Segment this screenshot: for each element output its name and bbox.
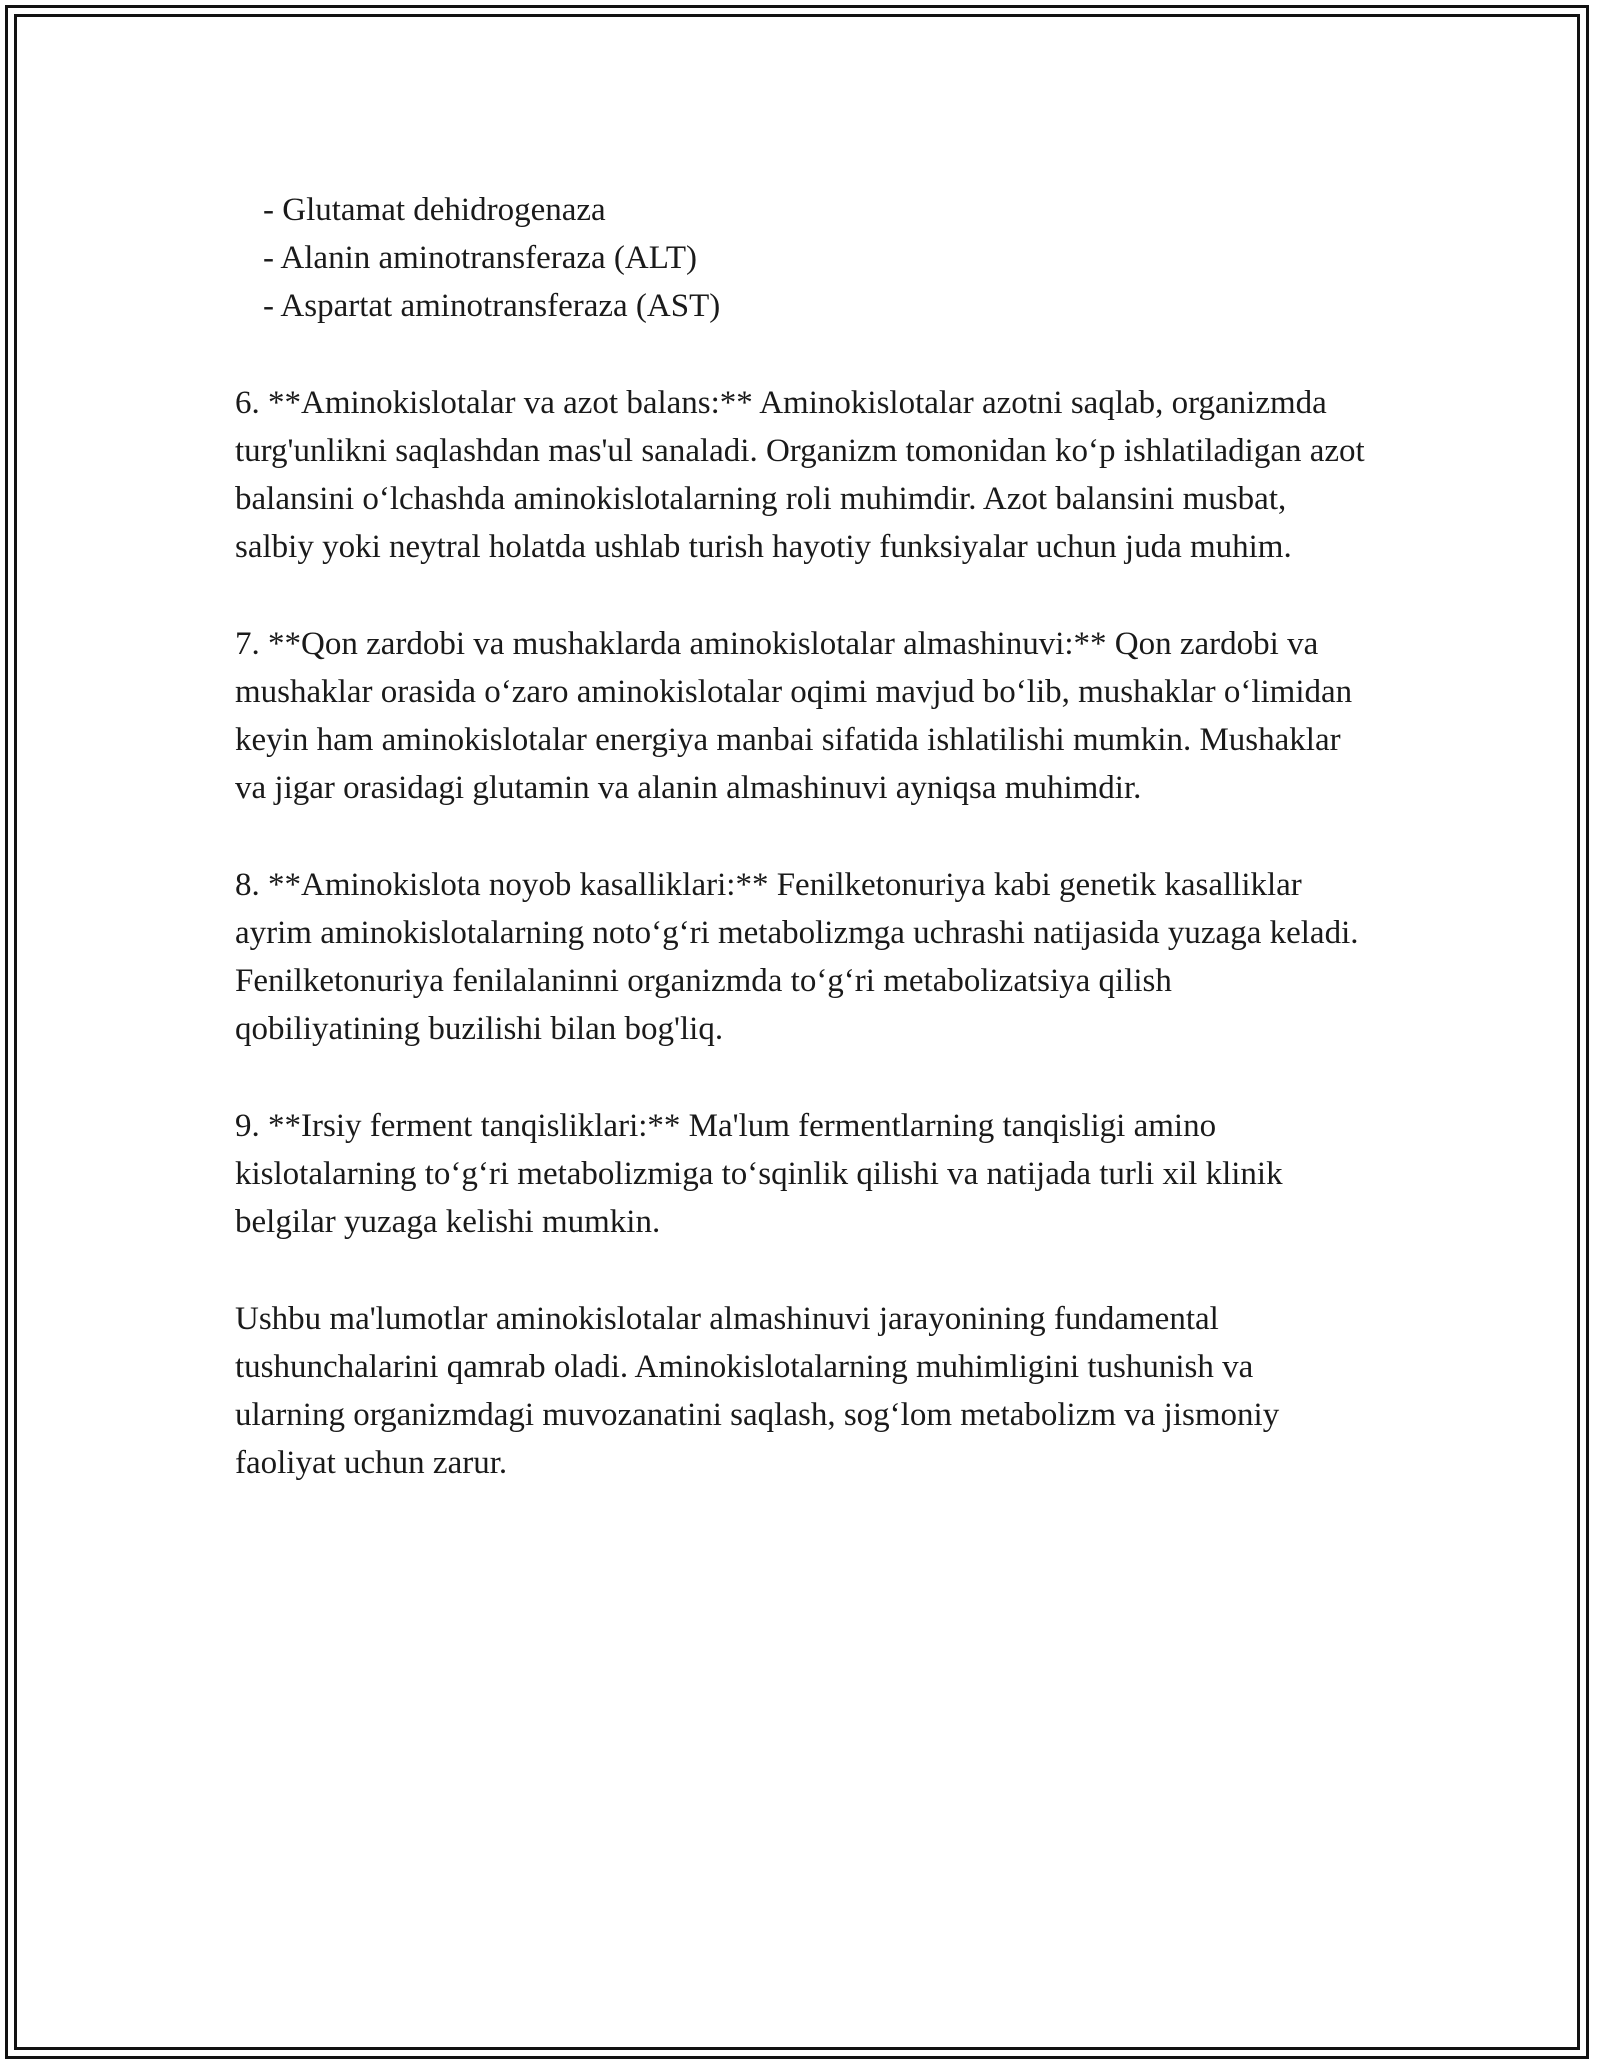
enzyme-list: [235, 186, 1365, 331]
list-item: - Alanin aminotransferaza (ALT): [263, 240, 698, 277]
paragraph-8-rare-diseases: 8. **Aminokislota noyob kasalliklari:** Fenilketonuriya kabi genetik kasalliklar ayrim aminokislotalarning noto‘g‘ri metabolizmga uchrashi natijasida yuzaga keladi. Fenilketonuriya fenilalaninni organizmda to‘g‘ri metabolizatsiya qilish qobiliyatining buzilishi bilan bog'liq.: [235, 866, 1359, 1048]
paragraph-7-serum-muscle-exchange: 7. **Qon zardobi va mushaklarda aminokislotalar almashinuvi:** Qon zardobi va mushaklar orasida o‘zaro aminokislotalar oqimi mavjud bo‘lib, mushaklar o‘limidan keyin ham aminokislotalar energiya manbai sifatida ishlatilishi mumkin. Mushaklar va jigar orasidagi glutamin va alanin almashinuvi ayniqsa muhimdir.: [235, 625, 1353, 807]
document-body: [235, 186, 1365, 1536]
paragraph-6-nitrogen-balance: 6. **Aminokislotalar va azot balans:** Aminokislotalar azotni saqlab, organizmda turg'unlikni saqlashdan mas'ul sanaladi. Organizm tomonidan ko‘p ishlatiladigan azot balansini o‘lchashda aminokislotalarning roli muhimdir. Azot balansini musbat, salbiy yoki neytral holatda ushlab turish hayotiy funksiyalar uchun juda muhim.: [235, 384, 1365, 566]
paragraph-conclusion: Ushbu ma'lumotlar aminokislotalar almashinuvi jarayonining fundamental tushunchalarini qamrab oladi. Aminokislotalarning muhimligini tushunish va ularning organizmdagi muvozanatini saqlash, sog‘lom metabolizm va jismoniy faoliyat uchun zarur.: [235, 1300, 1280, 1482]
list-item: - Aspartat aminotransferaza (AST): [263, 288, 721, 325]
paragraph-9-enzyme-deficiencies: 9. **Irsiy ferment tanqisliklari:** Ma'lum fermentlarning tanqisligi amino kislotalarning to‘g‘ri metabolizmiga to‘sqinlik qilishi va natijada turli xil klinik belgilar yuzaga kelishi mumkin.: [235, 1107, 1283, 1241]
list-item: - Glutamat dehidrogenaza: [263, 192, 606, 228]
